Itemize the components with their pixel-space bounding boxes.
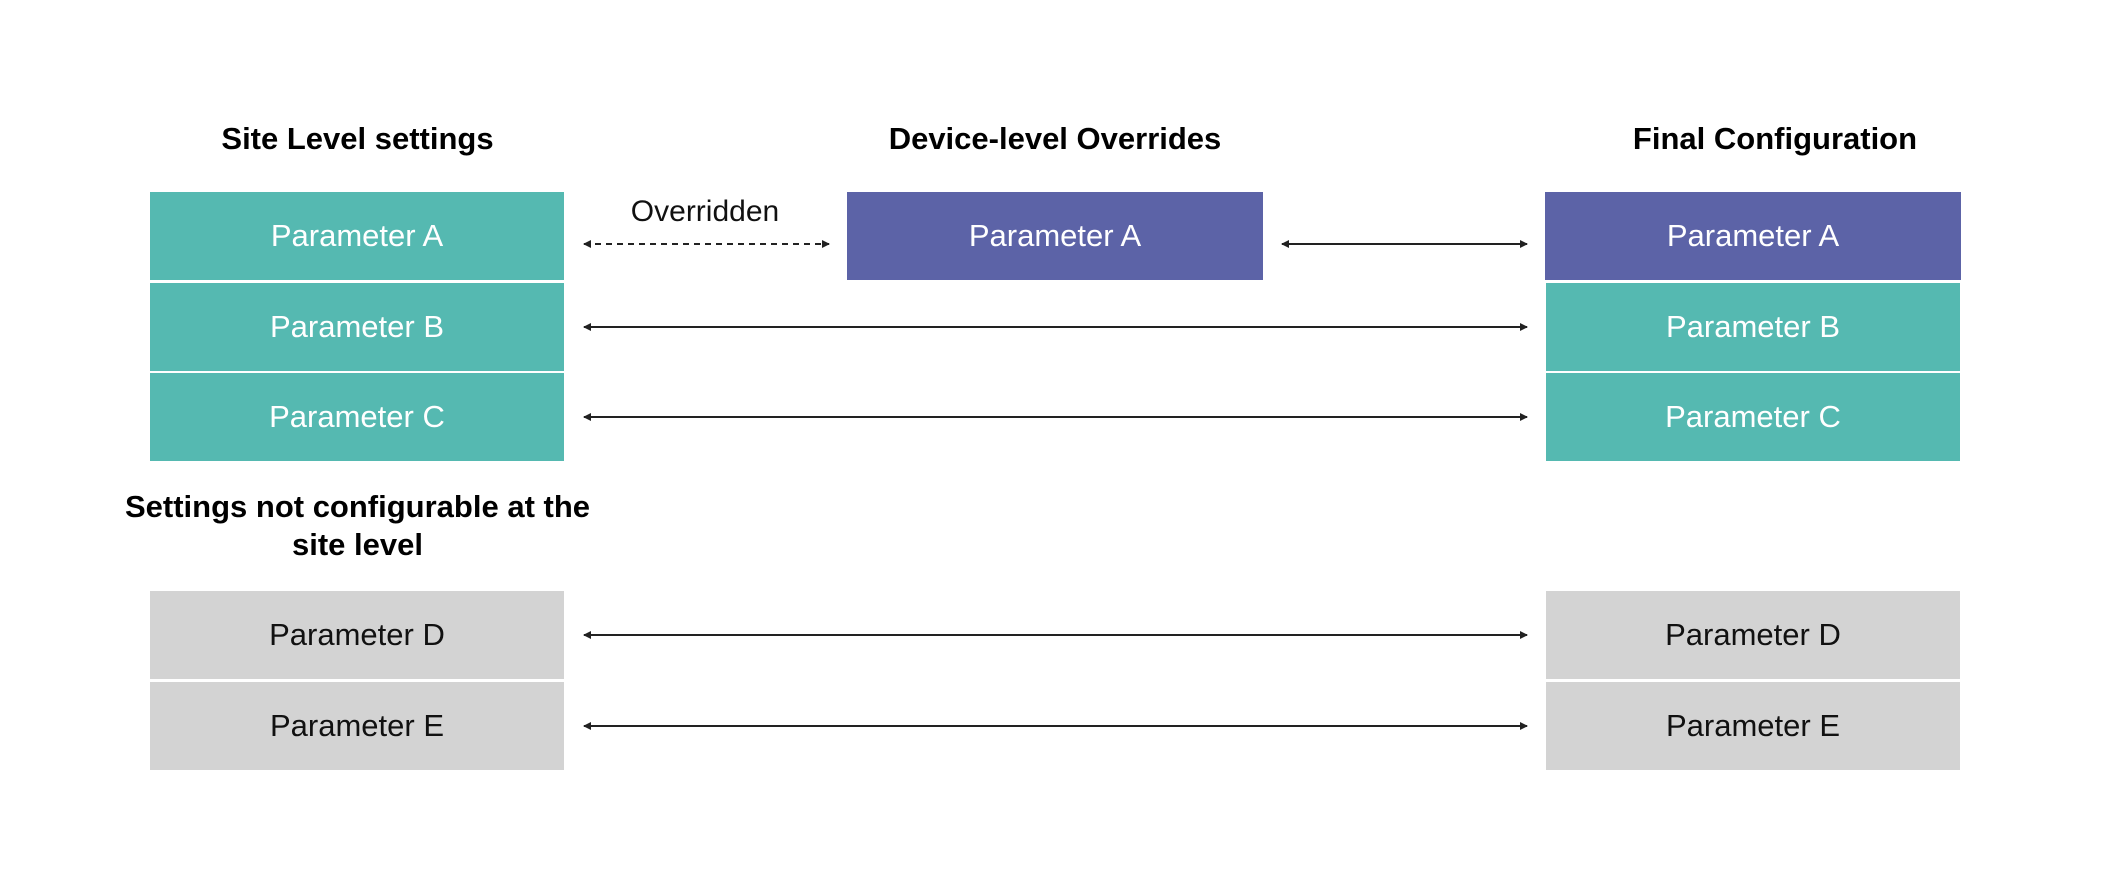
site-level-heading: Site Level settings <box>221 121 494 156</box>
site-parameter-e-label: Parameter E <box>269 708 444 743</box>
final-parameter-b-label: Parameter B <box>1665 309 1840 344</box>
final-configuration-heading: Final Configuration <box>1632 121 1918 156</box>
overridden-label: Overridden <box>630 195 780 228</box>
site-parameter-c-label: Parameter C <box>269 399 445 434</box>
final-parameter-c-label: Parameter C <box>1665 399 1841 434</box>
not-configurable-heading: Settings not configurable at the site level <box>124 489 590 562</box>
device-level-heading: Device-level Overrides <box>888 121 1222 156</box>
device-parameter-a-label: Parameter A <box>968 218 1142 253</box>
site-parameter-d-label: Parameter D <box>269 617 445 652</box>
final-parameter-e-label: Parameter E <box>1665 708 1840 743</box>
final-parameter-a-label: Parameter A <box>1666 218 1840 253</box>
final-parameter-d-label: Parameter D <box>1665 617 1841 652</box>
site-parameter-b-label: Parameter B <box>269 309 444 344</box>
site-parameter-a-label: Parameter A <box>270 218 444 253</box>
